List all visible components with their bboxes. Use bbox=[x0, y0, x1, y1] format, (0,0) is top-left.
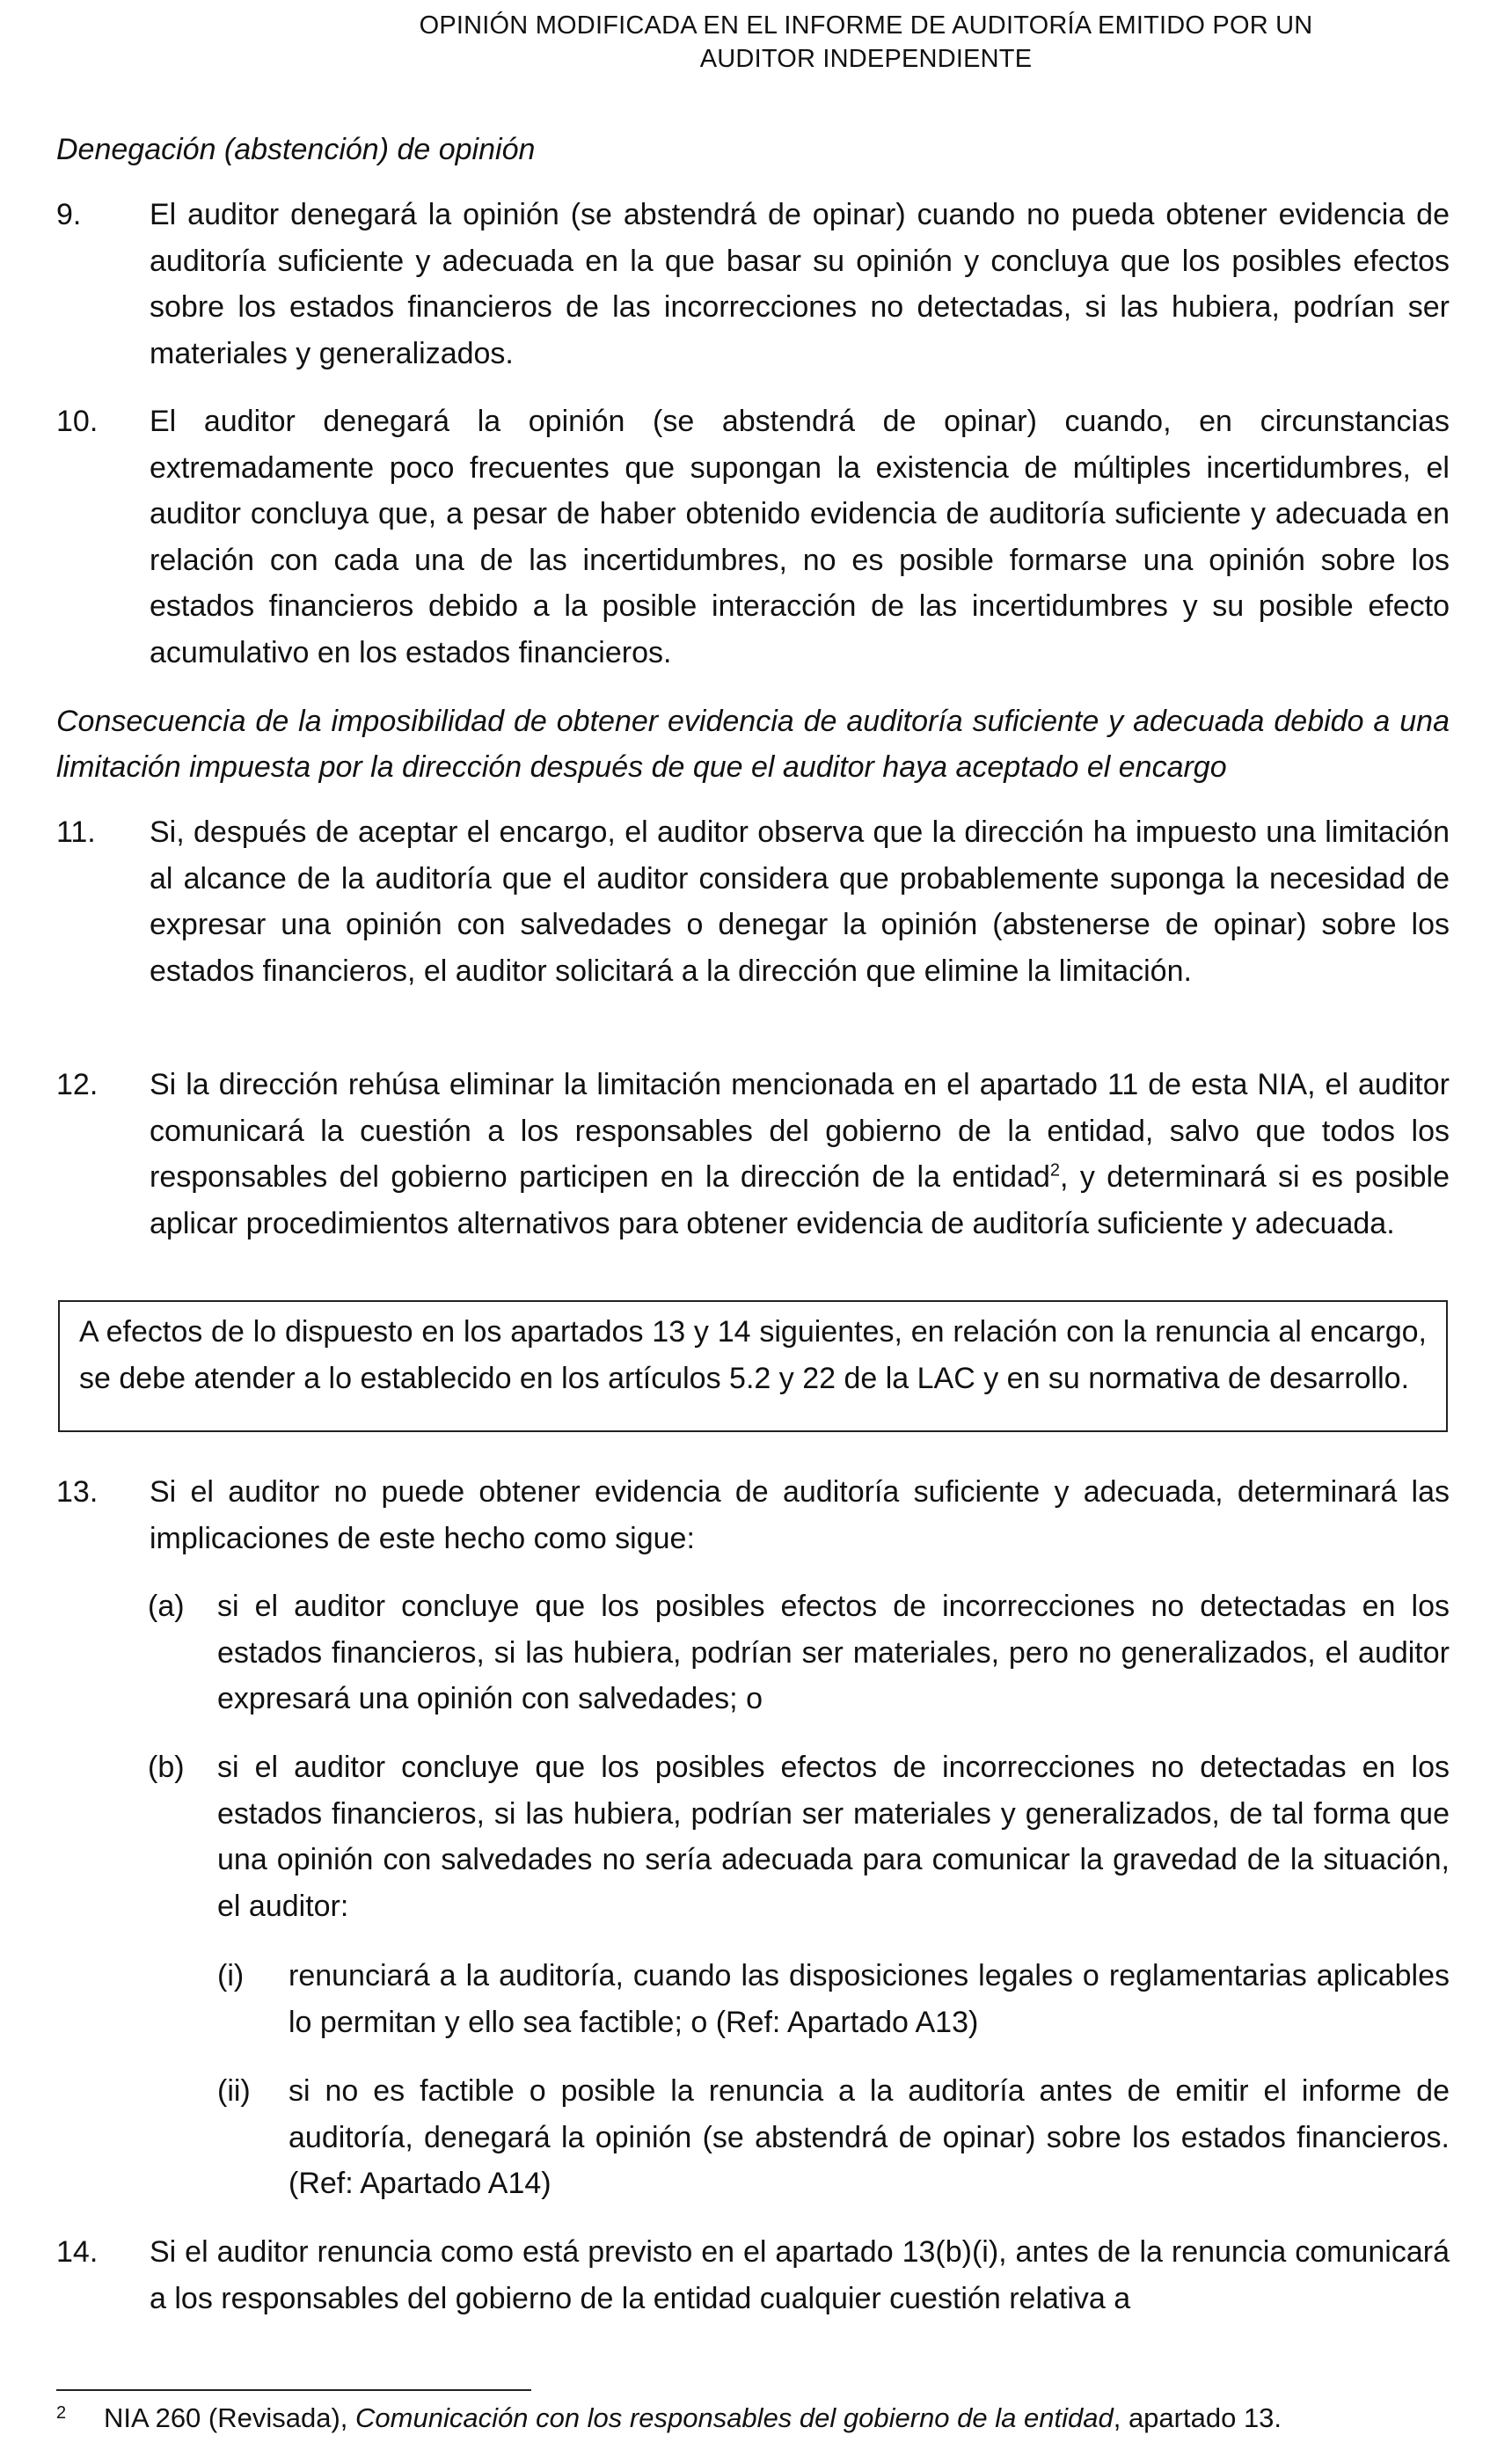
paragraph-text: Si el auditor no puede obtener evidencia de auditoría suficiente y adecuada, determinará las implicaciones de este hecho como sigue: bbox=[150, 1475, 1450, 1555]
paragraph-14 bbox=[56, 2229, 1450, 2321]
footnote-2 bbox=[56, 2400, 1450, 2437]
footnote-text-before: NIA 260 (Revisada), bbox=[104, 2402, 356, 2433]
paragraph-12 bbox=[56, 1062, 1450, 1247]
section-heading-limitacion: Consecuencia de la imposibilidad de obtener evidencia de auditoría suficiente y adecuada debido a una limitación impuesta por la dirección después de que el auditor haya aceptado el encargo bbox=[56, 705, 1450, 784]
paragraph-text: El auditor denegará la opinión (se abstendrá de opinar) cuando, en circunstancias extremadamente poco frecuentes que supongan la existencia de múltiples incertidumbres, el auditor concluya que, a pesar de haber obtenido evidencia de auditoría suficiente y adecuada en relación con cada una de las incertidumbres, no es posible formarse una opinión sobre los estados financieros debido a la posible interacción de las incertidumbres y su posible efecto acumulativo en los estados financieros. bbox=[150, 405, 1450, 669]
paragraph-number: 14. bbox=[56, 2235, 99, 2269]
subparagraph-label: (b) bbox=[148, 1751, 185, 1784]
subparagraph-label: (a) bbox=[148, 1590, 185, 1623]
paragraph-9 bbox=[56, 192, 1450, 377]
header-line-1: OPINIÓN MODIFICADA EN EL INFORME DE AUDITORÍA EMITIDO POR UN bbox=[419, 11, 1313, 40]
footnote-title: Comunicación con los responsables del gobierno de la entidad bbox=[355, 2402, 1114, 2433]
footnote-mark: 2 bbox=[56, 2403, 67, 2423]
subparagraph-text: si no es factible o posible la renuncia a la auditoría antes de emitir el informe de auditoría, denegará la opinión (se abstendrá de opinar) sobre los estados financieros. (Ref: Apartado A14) bbox=[289, 2074, 1450, 2200]
subparagraph-b bbox=[148, 1744, 1450, 1929]
paragraph-text: Si el auditor renuncia como está previsto en el apartado 13(b)(i), antes de la renuncia comunicará a los responsables del gobierno de la entidad cualquier cuestión relativa a bbox=[150, 2235, 1450, 2315]
paragraph-text-after: , y determinará si es posible aplicar procedimientos alternativos para obtener evidencia de auditoría suficiente y adecuada. bbox=[150, 1160, 1450, 1240]
paragraph-number: 10. bbox=[56, 405, 99, 438]
paragraph-13 bbox=[56, 1469, 1450, 1561]
section-heading-denegacion: Denegación (abstención) de opinión bbox=[56, 133, 536, 166]
subparagraph-label: (i) bbox=[217, 1959, 245, 1992]
paragraph-text: Si, después de aceptar el encargo, el auditor observa que la dirección ha impuesto una limitación al alcance de la auditoría que el auditor considera que probablemente suponga la necesidad de expresar una opinión con salvedades o denegar la opinión (abstenerse de opinar) sobre los estados financieros, el auditor solicitará a la dirección que elimine la limitación. bbox=[150, 815, 1450, 988]
paragraph-text-before: Si la dirección rehúsa eliminar la limitación mencionada en el apartado 11 de esta NIA, el auditor comunicará la cuestión a los responsables del gobierno de la entidad, salvo que todos los responsables del gobierno participen en la dirección de la entidad bbox=[150, 1068, 1450, 1194]
footnote-reference: 2 bbox=[1049, 1160, 1061, 1181]
boxed-note: A efectos de lo dispuesto en los apartados 13 y 14 siguientes, en relación con la renuncia al encargo, se debe atender a lo establecido en los artículos 5.2 y 22 de la LAC y en su normativa de desarrollo. bbox=[58, 1300, 1448, 1432]
paragraph-text: El auditor denegará la opinión (se abstendrá de opinar) cuando no pueda obtener evidencia de auditoría suficiente y adecuada en la que basar su opinión y concluya que los posibles efectos sobre los estados financieros de las incorrecciones no detectadas, si las hubiera, podrían ser materiales y generalizados. bbox=[150, 198, 1450, 370]
header-line-2: AUDITOR INDEPENDIENTE bbox=[699, 45, 1033, 73]
paragraph-number: 12. bbox=[56, 1068, 99, 1101]
paragraph-text bbox=[150, 1062, 1450, 1247]
paragraph-number: 11. bbox=[56, 815, 96, 849]
subparagraph-text: si el auditor concluye que los posibles efectos de incorrecciones no detectadas en los estados financieros, si las hubiera, podrían ser materiales, pero no generalizados, el auditor expresará una opinión con salvedades; o bbox=[217, 1590, 1450, 1715]
footnote-text bbox=[104, 2400, 1450, 2437]
paragraph-number: 9. bbox=[56, 198, 82, 231]
subparagraph-label: (ii) bbox=[217, 2074, 251, 2108]
subparagraph-text: renunciará a la auditoría, cuando las disposiciones legales o reglamentarias aplicables lo permitan y ello sea factible; o (Ref: Apartado A13) bbox=[289, 1959, 1450, 2039]
subparagraph-a bbox=[148, 1583, 1450, 1722]
subparagraph-ii bbox=[217, 2068, 1450, 2207]
paragraph-10 bbox=[56, 398, 1450, 676]
footnote-separator bbox=[56, 2389, 531, 2391]
subparagraph-i bbox=[217, 1953, 1450, 2045]
footnote-text-after: , apartado 13. bbox=[1113, 2402, 1282, 2433]
subparagraph-text: si el auditor concluye que los posibles efectos de incorrecciones no detectadas en los estados financieros, si las hubiera, podrían ser materiales y generalizados, de tal forma que una opinión con salvedades no sería adecuada para comunicar la gravedad de la situación, el auditor: bbox=[217, 1751, 1450, 1923]
paragraph-11 bbox=[56, 809, 1450, 994]
running-header bbox=[0, 9, 1512, 76]
paragraph-number: 13. bbox=[56, 1475, 99, 1509]
